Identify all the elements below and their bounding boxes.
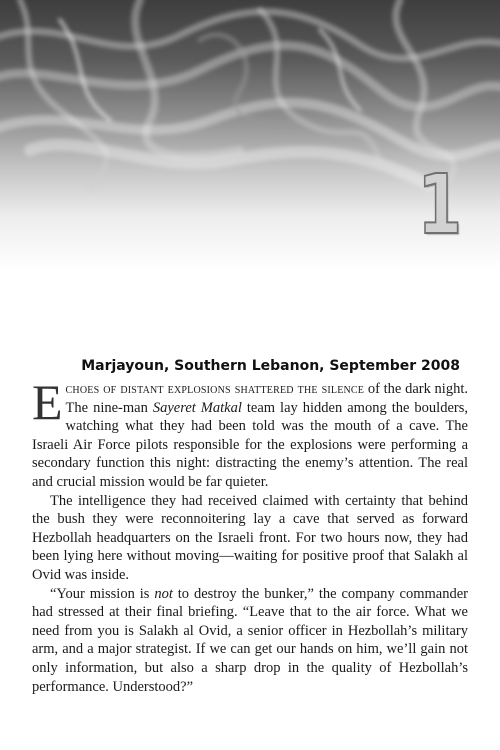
paragraph-3 <box>32 585 468 697</box>
paragraph-3-text-b: to destroy the bunker,” the company commander had stressed at their final briefing. “Leave that to the air force. What we need from you is Salakh al Ovid, a senior officer in Hezbollah’s military arm, and a major strategist. If we can get our hands on him, we’ll gain not only information, but also a sharp drop in the quality of Hezbollah’s performance. Understood?” <box>32 585 468 695</box>
paragraph-1 <box>32 374 468 492</box>
paragraph-1-text-b: team lay hidden among the boulders, watching what they had been told was the mouth of a cave. The Israeli Air Force pilots responsible for the explosions were performing a secondary function this night: distracting the enemy’s attention. The real and crucial mission would be far quieter. <box>32 399 468 490</box>
paragraph-2: The intelligence they had received claimed with certainty that behind the bush they were reconnoitering lay a cave that served as forward Hezbollah headquarters on the Israeli front. For two hours now, they had been lying here without moving—waiting for positive proof that Salakh al Ovid was inside. <box>32 492 468 583</box>
chapter-number: 1 <box>417 158 462 253</box>
emphasis-not: not <box>154 585 173 602</box>
paragraph-1-text-a: of the dark night. The nine-man <box>65 381 468 416</box>
chapter-dateline: Marjayoun, Southern Lebanon, September 2008 <box>81 358 460 374</box>
paragraph-3-text-a: “Your mission is <box>50 585 155 602</box>
drop-cap: E <box>32 374 63 430</box>
unit-name-italic: Sayeret Matkal <box>152 399 242 416</box>
lead-in-smallcaps: choes of distant explosions shattered the silence <box>65 381 365 397</box>
chapter-body <box>32 374 468 696</box>
